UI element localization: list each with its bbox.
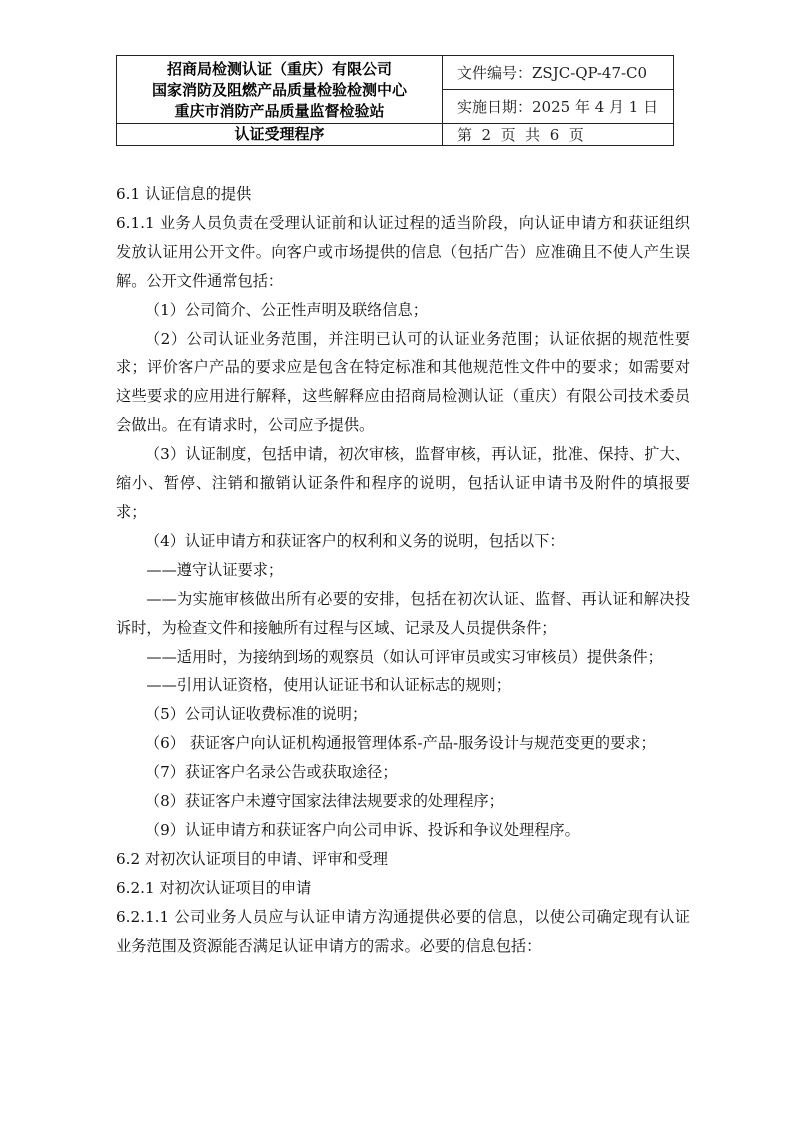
page-info: 第 2 页 共 6 页 <box>443 124 674 146</box>
dash-item: ——适用时，为接纳到场的观察员（如认可评审员或实习审核员）提供条件； <box>146 647 663 666</box>
organization-name-2: 国家消防及阻燃产品质量检验检测中心 <box>151 81 407 99</box>
organization-name-1: 招商局检测认证（重庆）有限公司 <box>166 60 392 78</box>
organization-name-3: 重庆市消防产品质量监督检验站 <box>174 102 385 120</box>
paragraph: 6.2.1.1 公司业务人员应与认证申请方沟通提供必要的信息，以使公司确定现有认证业务范围及资源能否满足认证申请方的需求。必要的信息包括： <box>116 907 690 955</box>
dash-item: ——引用认证资格，使用认证证书和认证标志的规则； <box>146 676 511 695</box>
document-body <box>116 180 690 960</box>
list-item: （8）获证客户未遵守国家法律法规要求的处理程序； <box>144 792 504 811</box>
list-item: （9）认证申请方和获证客户向公司申诉、投诉和争议处理程序。 <box>144 820 580 839</box>
section-heading: 6.1 认证信息的提供 <box>116 185 252 203</box>
effective-date: 实施日期：2025 年 4 月 1 日 <box>443 90 674 124</box>
dash-item: ——遵守认证要求； <box>146 560 284 579</box>
subsection-heading: 6.2.1 对初次认证项目的申请 <box>116 878 312 897</box>
list-item: （4）认证申请方和获证客户的权利和义务的说明，包括以下： <box>144 531 565 550</box>
document-title: 认证受理程序 <box>117 124 443 146</box>
list-item: （1）公司简介、公正性声明及联络信息； <box>144 300 428 319</box>
paragraph: 6.1.1 业务人员负责在受理认证前和认证过程的适当阶段，向认证申请方和获证组织发放认证用公开文件。向客户或市场提供的信息（包括广告）应准确且不使人产生误解。公开文件通常包括： <box>116 213 690 290</box>
organization-names <box>117 56 443 124</box>
dash-item: ——为实施审核做出所有必要的安排，包括在初次认证、监督、再认证和解决投诉时，为检查文件和接触所有过程与区域、记录及人员提供条件； <box>116 589 690 637</box>
document-header-table <box>116 55 674 146</box>
list-item: （7）获证客户名录公告或获取途径； <box>144 763 398 782</box>
list-item: （3）认证制度，包括申请，初次审核，监督审核，再认证，批准、保持、扩大、缩小、暂停、注销和撤销认证条件和程序的说明，包括认证申请书及附件的填报要求； <box>116 445 690 521</box>
list-item: （6） 获证客户向认证机构通报管理体系-产品-服务设计与规范变更的要求； <box>144 734 656 753</box>
list-item: （5）公司认证收费标准的说明； <box>144 705 368 724</box>
list-item: （2）公司认证业务范围，并注明已认可的认证业务范围；认证依据的规范性要求；评价客户产品的要求应是包含在特定标准和其他规范性文件中的要求；如需要对这些要求的应用进行解释，这些解释应由招商局检测认证（重庆）有限公司技术委员会做出。在有请求时，公司应予提供。 <box>116 329 690 435</box>
section-heading: 6.2 对初次认证项目的申请、评审和受理 <box>116 849 388 868</box>
document-number: 文件编号：ZSJC-QP-47-C0 <box>443 56 674 90</box>
